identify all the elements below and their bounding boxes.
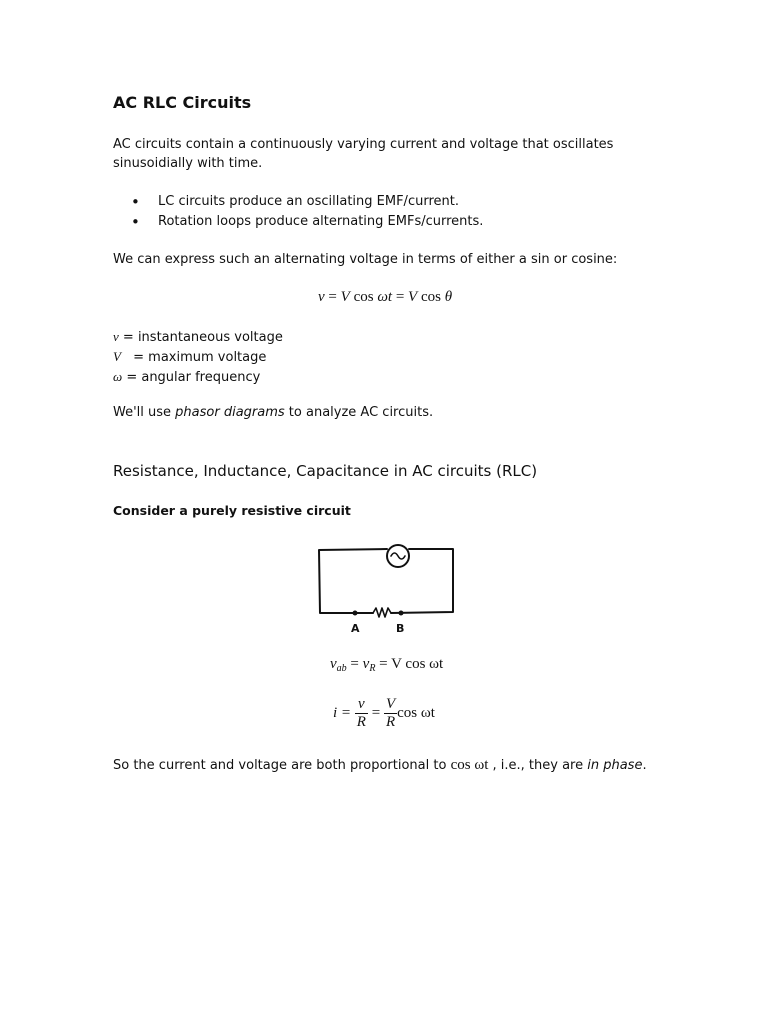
express-paragraph: We can express such an alternating voltage in terms of either a sin or cosine: (113, 252, 618, 267)
definition-symbol: ω (113, 369, 123, 384)
fraction-numerator: v (355, 696, 368, 714)
definition-text: = maximum voltage (133, 350, 267, 365)
phasor-text-before: We'll use (113, 405, 176, 420)
list-item: • Rotation loops produce alternating EMFs/currents. (113, 212, 483, 232)
definitions-list (113, 327, 283, 387)
fraction-denominator: R (385, 714, 396, 730)
equation-voltage: v = V cos ωt = V cos θ (318, 289, 453, 305)
eq3-lhs: i = (333, 704, 352, 721)
conclusion-text-after: . (642, 758, 647, 773)
fraction-vmax-over-r (384, 696, 397, 731)
subheading: Consider a purely resistive circuit (113, 503, 351, 518)
conclusion-emphasis: in phase (587, 758, 643, 773)
definition-row (113, 347, 283, 367)
eq3-equals: = (371, 704, 381, 721)
resistor-icon (373, 608, 391, 617)
definition-symbol: V (113, 349, 121, 364)
list-item: • LC circuits produce an oscillating EMF/current. (113, 192, 483, 212)
intro-paragraph (113, 135, 613, 173)
bullet-list (113, 192, 483, 232)
equation-resistor-voltage: $v_{ab} = v_R = V$ cos ωt (330, 656, 444, 674)
eq3-tail: cos ωt (397, 704, 435, 721)
section-heading: Resistance, Inductance, Capacitance in AC circuits (RLC) (113, 462, 538, 480)
phasor-paragraph (113, 403, 433, 422)
definition-symbol: v (113, 329, 119, 344)
definition-text: = instantaneous voltage (122, 330, 283, 345)
eq2-rhs: = V cos ωt (379, 656, 444, 672)
definition-row (113, 367, 283, 387)
page-title: AC RLC Circuits (113, 93, 252, 112)
fraction-numerator: V (385, 696, 396, 712)
intro-line-2: sinusoidially with time. (113, 156, 263, 171)
circuit-label-b: B (396, 622, 405, 635)
eq2-lhs-sub: ab (336, 663, 347, 674)
resistive-circuit-diagram (310, 538, 470, 638)
fraction-denominator: R (356, 714, 366, 730)
eq2-lhs: v (330, 656, 337, 672)
ac-wave-icon (391, 553, 405, 559)
phasor-text-after: to analyze AC circuits. (284, 405, 434, 420)
intro-line-1: AC circuits contain a continuously varying current and voltage that oscillates (113, 137, 614, 152)
node-a (353, 611, 358, 616)
circuit-wire (319, 549, 387, 613)
phasor-emphasis: phasor diagrams (175, 405, 285, 420)
definition-text: = angular frequency (126, 370, 261, 385)
definition-row (113, 327, 283, 347)
eq2-mid: v (362, 656, 370, 672)
equation-current (333, 696, 435, 731)
conclusion-paragraph (113, 756, 647, 775)
circuit-label-a: A (351, 622, 360, 635)
conclusion-text-middle: , i.e., they are (488, 758, 588, 773)
fraction-v-over-r (355, 696, 368, 731)
node-b (399, 611, 404, 616)
eq2-mid-sub: R (369, 663, 376, 674)
conclusion-math: cos ωt (450, 757, 489, 773)
conclusion-text-before: So the current and voltage are both proportional to (113, 758, 451, 773)
